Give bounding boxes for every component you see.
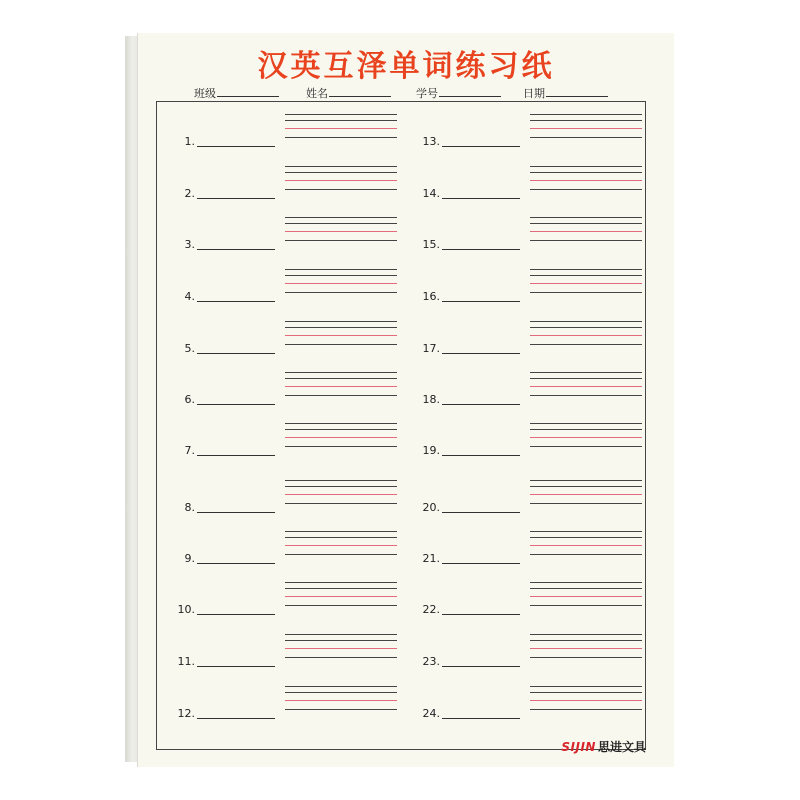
guide-line — [285, 327, 397, 328]
guide-line — [530, 480, 642, 481]
english-writing-lines[interactable] — [285, 634, 397, 674]
english-writing-lines[interactable] — [530, 480, 642, 520]
guide-line — [530, 657, 642, 658]
guide-line — [530, 137, 642, 138]
word-row — [157, 480, 645, 520]
word-entry-left — [157, 634, 397, 674]
item-number: 22. — [422, 603, 440, 616]
guide-line — [285, 605, 397, 606]
item-number: 24. — [422, 707, 440, 720]
guide-line — [285, 423, 397, 424]
worksheet — [138, 33, 674, 767]
baseline-red — [285, 335, 397, 336]
guide-line — [285, 429, 397, 430]
guide-line — [285, 378, 397, 379]
chinese-blank[interactable] — [197, 512, 275, 513]
baseline-red — [530, 335, 642, 336]
baseline-red — [530, 180, 642, 181]
word-entry-left — [157, 269, 397, 309]
guide-line — [285, 172, 397, 173]
item-number: 5. — [184, 342, 195, 355]
guide-line — [530, 503, 642, 504]
chinese-blank[interactable] — [197, 249, 275, 250]
baseline-red — [285, 231, 397, 232]
item-number: 8. — [184, 501, 195, 514]
item-number: 7. — [184, 444, 195, 457]
english-writing-lines[interactable] — [285, 480, 397, 520]
baseline-red — [530, 596, 642, 597]
item-number: 4. — [184, 290, 195, 303]
word-entry-left — [157, 372, 397, 412]
guide-line — [285, 446, 397, 447]
guide-line — [285, 189, 397, 190]
chinese-blank[interactable] — [442, 512, 520, 513]
guide-line — [530, 321, 642, 322]
guide-line — [285, 634, 397, 635]
header-blank[interactable] — [439, 86, 501, 97]
guide-line — [285, 321, 397, 322]
word-entry-right — [402, 114, 642, 154]
guide-line — [530, 446, 642, 447]
guide-line — [285, 640, 397, 641]
guide-line — [530, 692, 642, 693]
baseline-red — [285, 545, 397, 546]
word-row — [157, 114, 645, 154]
item-number: 1. — [184, 135, 195, 148]
guide-line — [530, 588, 642, 589]
item-number: 19. — [422, 444, 440, 457]
guide-line — [285, 503, 397, 504]
baseline-red — [285, 386, 397, 387]
guide-line — [530, 378, 642, 379]
baseline-red — [530, 283, 642, 284]
guide-line — [285, 480, 397, 481]
english-writing-lines[interactable] — [530, 269, 642, 309]
page-title: 汉英互泽单词练习纸 — [257, 49, 555, 84]
baseline-red — [285, 700, 397, 701]
header-field-id — [416, 85, 501, 101]
item-number: 12. — [177, 707, 195, 720]
header-blank[interactable] — [329, 86, 391, 97]
chinese-blank[interactable] — [197, 198, 275, 199]
word-entry-left — [157, 321, 397, 361]
guide-line — [530, 292, 642, 293]
word-entry-right — [402, 582, 642, 622]
baseline-red — [530, 545, 642, 546]
word-row — [157, 634, 645, 674]
brand-logo — [561, 738, 646, 755]
word-row — [157, 166, 645, 206]
item-number: 2. — [184, 187, 195, 200]
english-writing-lines[interactable] — [530, 531, 642, 571]
english-writing-lines[interactable] — [530, 686, 642, 726]
guide-line — [285, 137, 397, 138]
guide-line — [530, 120, 642, 121]
header-label: 班级 — [194, 87, 216, 100]
word-entry-right — [402, 634, 642, 674]
word-entry-left — [157, 423, 397, 463]
guide-line — [530, 344, 642, 345]
word-entry-right — [402, 269, 642, 309]
word-entry-left — [157, 582, 397, 622]
english-writing-lines[interactable] — [285, 423, 397, 463]
english-writing-lines[interactable] — [285, 321, 397, 361]
guide-line — [530, 217, 642, 218]
guide-line — [285, 588, 397, 589]
chinese-blank[interactable] — [442, 249, 520, 250]
guide-line — [530, 537, 642, 538]
word-grid-frame — [156, 101, 646, 750]
english-writing-lines[interactable] — [285, 372, 397, 412]
guide-line — [530, 269, 642, 270]
english-writing-lines[interactable] — [285, 166, 397, 206]
guide-line — [530, 605, 642, 606]
word-entry-right — [402, 321, 642, 361]
english-writing-lines[interactable] — [530, 217, 642, 257]
word-row — [157, 686, 645, 726]
baseline-red — [285, 128, 397, 129]
guide-line — [530, 640, 642, 641]
english-writing-lines[interactable] — [285, 217, 397, 257]
english-writing-lines[interactable] — [285, 269, 397, 309]
item-number: 6. — [184, 393, 195, 406]
english-writing-lines[interactable] — [530, 114, 642, 154]
baseline-red — [530, 700, 642, 701]
guide-line — [530, 166, 642, 167]
guide-line — [285, 120, 397, 121]
guide-line — [530, 223, 642, 224]
guide-line — [530, 114, 642, 115]
guide-line — [285, 166, 397, 167]
guide-line — [285, 709, 397, 710]
guide-line — [530, 486, 642, 487]
word-entry-left — [157, 217, 397, 257]
guide-line — [285, 486, 397, 487]
brand-latin: SIJIN — [561, 740, 596, 754]
baseline-red — [530, 231, 642, 232]
baseline-red — [285, 283, 397, 284]
english-writing-lines[interactable] — [285, 582, 397, 622]
item-number: 20. — [422, 501, 440, 514]
guide-line — [530, 634, 642, 635]
baseline-red — [285, 437, 397, 438]
chinese-blank[interactable] — [442, 666, 520, 667]
guide-line — [530, 709, 642, 710]
guide-line — [530, 554, 642, 555]
item-number: 15. — [422, 238, 440, 251]
english-writing-lines[interactable] — [285, 531, 397, 571]
guide-line — [285, 692, 397, 693]
header-label: 日期 — [523, 87, 545, 100]
english-writing-lines[interactable] — [530, 582, 642, 622]
guide-line — [285, 344, 397, 345]
item-number: 17. — [422, 342, 440, 355]
guide-line — [530, 372, 642, 373]
word-entry-right — [402, 686, 642, 726]
guide-line — [530, 531, 642, 532]
baseline-red — [285, 596, 397, 597]
word-entry-right — [402, 217, 642, 257]
word-entry-left — [157, 480, 397, 520]
word-row — [157, 372, 645, 412]
guide-line — [285, 554, 397, 555]
guide-line — [285, 223, 397, 224]
chinese-blank[interactable] — [197, 718, 275, 719]
baseline-red — [530, 386, 642, 387]
baseline-red — [285, 648, 397, 649]
chinese-blank[interactable] — [442, 455, 520, 456]
guide-line — [530, 327, 642, 328]
chinese-blank[interactable] — [442, 404, 520, 405]
chinese-blank[interactable] — [442, 353, 520, 354]
english-writing-lines[interactable] — [530, 166, 642, 206]
guide-line — [530, 395, 642, 396]
guide-line — [285, 269, 397, 270]
word-entry-right — [402, 372, 642, 412]
header-label: 姓名 — [306, 87, 328, 100]
item-number: 13. — [422, 135, 440, 148]
chinese-blank[interactable] — [197, 353, 275, 354]
chinese-blank[interactable] — [197, 146, 275, 147]
word-entry-left — [157, 531, 397, 571]
guide-line — [285, 531, 397, 532]
header-blank[interactable] — [217, 86, 279, 97]
guide-line — [530, 275, 642, 276]
english-writing-lines[interactable] — [285, 686, 397, 726]
word-entry-left — [157, 686, 397, 726]
word-row — [157, 321, 645, 361]
word-entry-left — [157, 166, 397, 206]
guide-line — [530, 686, 642, 687]
item-number: 16. — [422, 290, 440, 303]
guide-line — [530, 423, 642, 424]
guide-line — [285, 372, 397, 373]
word-row — [157, 582, 645, 622]
english-writing-lines[interactable] — [285, 114, 397, 154]
header-field-name — [306, 85, 391, 101]
word-entry-right — [402, 531, 642, 571]
header-field-date — [523, 85, 608, 101]
chinese-blank[interactable] — [442, 198, 520, 199]
word-entry-right — [402, 423, 642, 463]
header-label: 学号 — [416, 87, 438, 100]
english-writing-lines[interactable] — [530, 372, 642, 412]
word-entry-right — [402, 480, 642, 520]
chinese-blank[interactable] — [442, 718, 520, 719]
guide-line — [285, 582, 397, 583]
word-row — [157, 269, 645, 309]
baseline-red — [285, 494, 397, 495]
word-row — [157, 217, 645, 257]
baseline-red — [530, 128, 642, 129]
guide-line — [285, 114, 397, 115]
chinese-blank[interactable] — [442, 146, 520, 147]
item-number: 18. — [422, 393, 440, 406]
header-blank[interactable] — [546, 86, 608, 97]
item-number: 14. — [422, 187, 440, 200]
baseline-red — [530, 494, 642, 495]
word-entry-right — [402, 166, 642, 206]
brand-chinese: 思进文具 — [597, 740, 646, 754]
item-number: 3. — [184, 238, 195, 251]
english-writing-lines[interactable] — [530, 321, 642, 361]
guide-line — [530, 189, 642, 190]
item-number: 10. — [177, 603, 195, 616]
item-number: 9. — [184, 552, 195, 565]
guide-line — [285, 686, 397, 687]
word-row — [157, 531, 645, 571]
chinese-blank[interactable] — [197, 301, 275, 302]
chinese-blank[interactable] — [197, 404, 275, 405]
guide-line — [285, 395, 397, 396]
chinese-blank[interactable] — [442, 301, 520, 302]
guide-line — [530, 240, 642, 241]
guide-line — [530, 172, 642, 173]
guide-line — [285, 657, 397, 658]
chinese-blank[interactable] — [197, 563, 275, 564]
baseline-red — [285, 180, 397, 181]
chinese-blank[interactable] — [197, 666, 275, 667]
guide-line — [285, 292, 397, 293]
item-number: 23. — [422, 655, 440, 668]
guide-line — [285, 275, 397, 276]
baseline-red — [530, 437, 642, 438]
guide-line — [285, 217, 397, 218]
chinese-blank[interactable] — [442, 563, 520, 564]
guide-line — [285, 240, 397, 241]
header-field-class — [194, 85, 279, 101]
english-writing-lines[interactable] — [530, 423, 642, 463]
chinese-blank[interactable] — [197, 614, 275, 615]
guide-line — [530, 429, 642, 430]
guide-line — [530, 582, 642, 583]
item-number: 21. — [422, 552, 440, 565]
guide-line — [285, 537, 397, 538]
word-row — [157, 423, 645, 463]
baseline-red — [530, 648, 642, 649]
chinese-blank[interactable] — [197, 455, 275, 456]
english-writing-lines[interactable] — [530, 634, 642, 674]
chinese-blank[interactable] — [442, 614, 520, 615]
item-number: 11. — [177, 655, 195, 668]
word-entry-left — [157, 114, 397, 154]
